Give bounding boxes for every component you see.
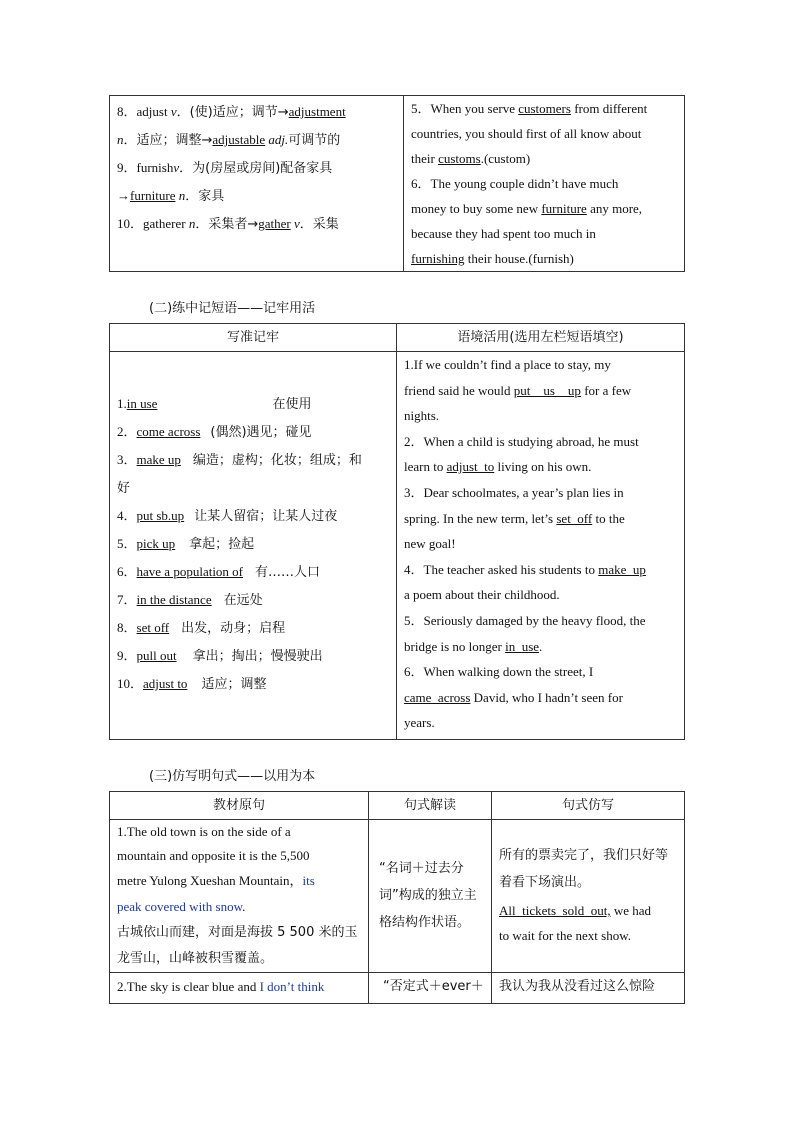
translation-line: 古城依山而建，对面是海拔 5 500 米的玉 [117, 925, 358, 940]
analysis-cell [369, 820, 492, 973]
phrase-item: 1.in use 在使用 [117, 396, 312, 412]
column-header: 教材原句 [110, 792, 369, 820]
phrase-item: 5．pick up 拿起；捡起 [117, 536, 255, 552]
section-title-phrases: (二)练中记短语——记牢用活 [149, 301, 316, 316]
imitation-line: 所有的票卖完了，我们只好等 [499, 848, 669, 863]
exercise-line: because they had spent too much in [411, 226, 596, 241]
exercise-line: years. [404, 715, 435, 731]
original-sentence-cell [110, 820, 369, 973]
exercise-line: 3．Dear schoolmates, a year’s plan lies in [404, 484, 624, 500]
phrase-item: 好 [117, 481, 131, 496]
column-header: 句式解读 [369, 792, 492, 820]
exercise-line: friend said he would put us up for a few [404, 382, 632, 398]
exercise-line: a poem about their childhood. [404, 587, 560, 603]
phrase-item: 10．adjust to 适应；调整 [117, 676, 267, 692]
phrases-left-cell [110, 352, 397, 740]
phrases-table [109, 323, 685, 740]
vocab-line: 8．adjust v．(使)适应；调节→adjustment [117, 104, 346, 120]
phrase-item: 3．make up 编造；虚构；化妆；组成；和 [117, 452, 362, 468]
exercise-line: learn to adjust to living on his own. [404, 459, 592, 475]
exercise-line: 5．Seriously damaged by the heavy flood, the [404, 612, 646, 628]
imitation-line: All tickets sold out, we had [499, 903, 652, 918]
exercise-line: money to buy some new furniture any more, [411, 201, 643, 216]
imitation-cell [492, 973, 685, 1004]
analysis-line: 词”构成的独立主 [379, 888, 477, 903]
column-header: 写准记牢 [110, 324, 397, 352]
phrase-item: 7．in the distance 在远处 [117, 592, 263, 608]
imitation-cell [492, 820, 685, 973]
analysis-line: 格结构作状语。 [379, 915, 471, 930]
exercise-line: nights. [404, 408, 440, 424]
phrases-right-cell [397, 352, 685, 740]
phrase-item: 4．put sb.up 让某人留宿；让某人过夜 [117, 508, 338, 524]
imitation-line: 我认为我从没看过这么惊险 [499, 979, 656, 994]
analysis-line: “否定式＋ever＋ [383, 979, 484, 994]
vocab-line: →furniture n．家具 [117, 188, 225, 204]
vocab-line: 10．gatherer n．采集者→gather v．采集 [117, 216, 339, 232]
vocab-line: n．适应；调整→adjustable adj.可调节的 [117, 132, 341, 148]
column-header: 句式仿写 [492, 792, 685, 820]
exercise-line: 2．When a child is studying abroad, he must [404, 433, 639, 449]
vocab-right-cell [404, 96, 685, 272]
sentence-line: mountain and opposite it is the 5,500 [117, 848, 310, 863]
exercise-line: spring. In the new term, let’s set off to the [404, 510, 625, 526]
imitation-line: to wait for the next show. [499, 928, 632, 943]
exercise-line: bridge is no longer in use. [404, 638, 543, 654]
sentence-line: metre Yulong Xueshan Mountain，its [117, 873, 315, 888]
sentence-line: peak covered with snow. [117, 899, 246, 914]
sentence-line: 1.The old town is on the side of a [117, 824, 291, 839]
sentence-table [109, 791, 685, 1004]
exercise-line: 4．The teacher asked his students to make up [404, 561, 646, 577]
sentence-line: 2.The sky is clear blue and I don’t think [117, 979, 325, 994]
exercise-line: their customs.(custom) [411, 151, 531, 166]
analysis-cell [369, 973, 492, 1004]
exercise-line: came across David, who I hadn’t seen for [404, 689, 623, 705]
section-title-sentences: (三)仿写明句式——以用为本 [149, 769, 316, 784]
column-header: 语境活用(选用左栏短语填空) [397, 324, 685, 352]
exercise-line: new goal! [404, 536, 456, 552]
translation-line: 龙雪山，山峰被积雪覆盖。 [117, 951, 274, 966]
phrase-item: 6．have a population of 有……人口 [117, 564, 321, 580]
exercise-line: countries, you should first of all know about [411, 126, 642, 141]
exercise-line: furnishing their house.(furnish) [411, 251, 574, 266]
vocab-line: 9．furnishv．为(房屋或房间)配备家具 [117, 160, 333, 176]
exercise-line: 6．The young couple didn’t have much [411, 176, 619, 191]
vocab-table [109, 95, 685, 272]
imitation-line: 着看下场演出。 [499, 875, 591, 890]
phrase-item: 2．come across (偶然)遇见；碰见 [117, 424, 312, 440]
vocab-left-cell [110, 96, 404, 272]
original-sentence-cell [110, 973, 369, 1004]
phrase-item: 9．pull out 拿出；掏出；慢慢驶出 [117, 648, 323, 664]
phrase-item: 8．set off 出发，动身；启程 [117, 620, 286, 636]
exercise-line: 5．When you serve customers from different [411, 101, 648, 116]
analysis-line: “名词＋过去分 [379, 861, 464, 876]
exercise-line: 1.If we couldn’t find a place to stay, my [404, 357, 611, 372]
exercise-line: 6．When walking down the street, I [404, 664, 594, 680]
